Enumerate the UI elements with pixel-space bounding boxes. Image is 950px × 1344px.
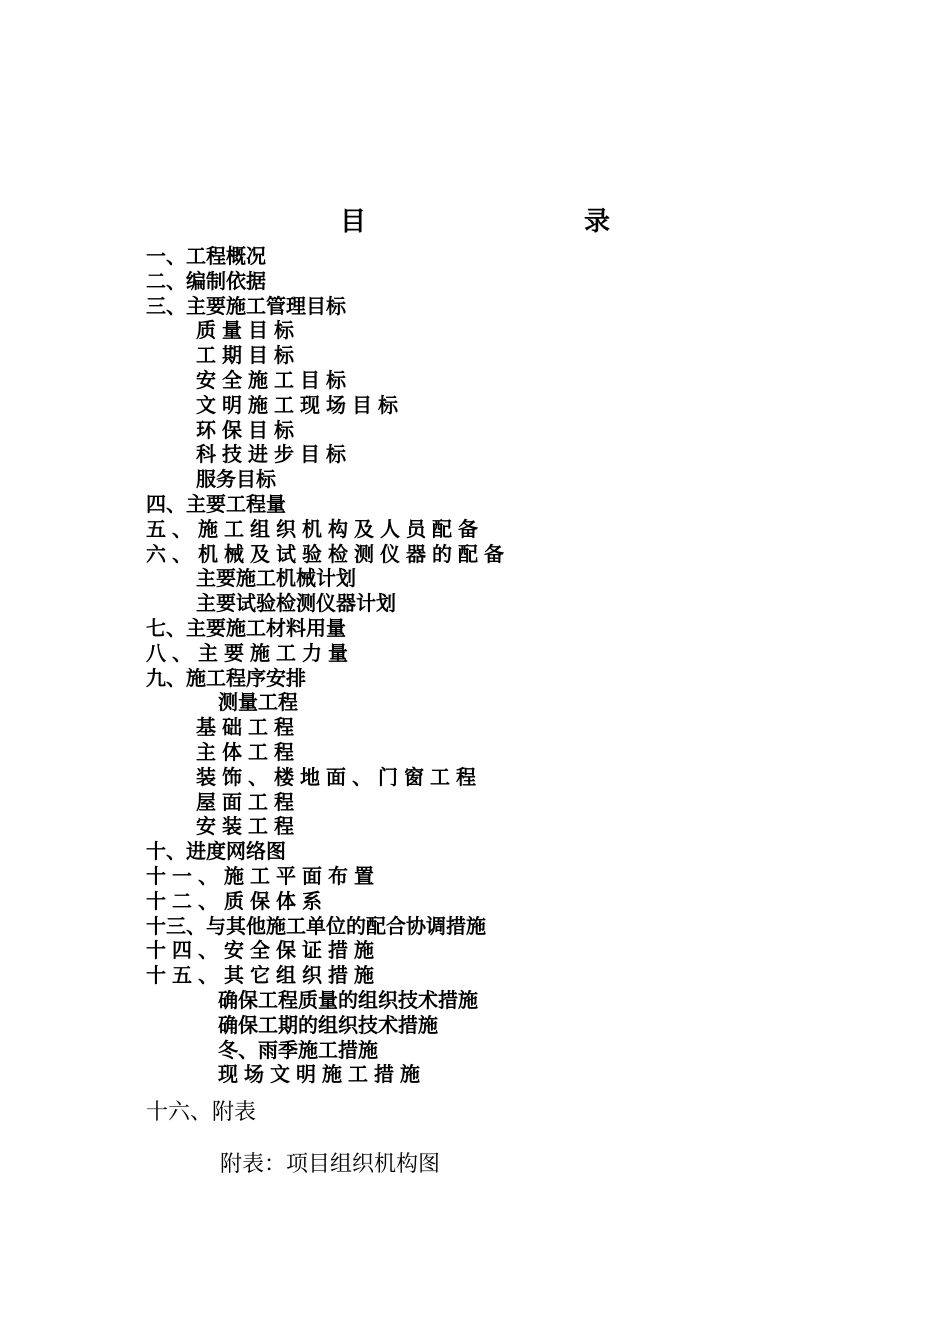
toc-entry	[196, 442, 804, 467]
toc-entry	[196, 740, 804, 765]
toc-entry	[146, 666, 804, 691]
toc-entry-label: 主要施工机械计划	[196, 566, 356, 591]
toc-entry	[196, 418, 804, 443]
toc-entry	[146, 839, 804, 864]
toc-dot-leader	[358, 566, 804, 591]
toc-entry-label: 主要试验检测仪器计划	[196, 591, 396, 616]
toc-entry-label: 确保工期的组织技术措施	[218, 1012, 438, 1037]
toc-dot-leader	[348, 616, 804, 641]
toc-entry-label: 一、工程概况	[146, 244, 266, 268]
toc-entry-label: 三、主要施工管理目标	[146, 293, 346, 318]
toc-dot-leader	[382, 938, 804, 963]
toc-entry	[146, 641, 804, 666]
toc-entry-label: 现场文明施工措施	[218, 1062, 426, 1087]
toc-dot-leader	[440, 1013, 804, 1038]
toc-entry	[196, 368, 804, 393]
toc-dot-leader	[398, 591, 804, 616]
toc-dot-leader	[268, 269, 804, 294]
toc-dot-leader	[512, 542, 804, 567]
toc-entry	[218, 1062, 804, 1087]
toc-entry-label: 四、主要工程量	[146, 492, 286, 516]
toc-entry-label: 文明施工现场目标	[196, 392, 404, 417]
toc-entry-label: 主体工程	[196, 740, 300, 764]
toc-entry-label: 十一、施工平面布置	[146, 864, 380, 888]
toc-entry	[196, 393, 804, 418]
toc-entry	[218, 690, 804, 715]
toc-entry	[146, 517, 804, 542]
title-char-right: 录	[584, 207, 611, 237]
toc-entry	[146, 864, 804, 889]
toc-entry-label: 十四、安全保证措施	[146, 938, 380, 963]
toc-entry	[196, 343, 804, 368]
toc-dot-leader	[300, 690, 804, 715]
toc-dot-leader	[302, 318, 804, 343]
toc-entry	[196, 318, 804, 343]
title-char-left: 目	[340, 207, 367, 237]
appendix-heading: 十六、附表	[146, 1100, 257, 1125]
toc-dot-leader	[382, 963, 804, 988]
toc-dot-leader	[288, 839, 804, 864]
toc-dot-leader	[308, 666, 804, 691]
toc-entry	[146, 914, 804, 939]
toc-dot-leader	[330, 889, 804, 914]
toc-entry	[218, 1013, 804, 1038]
toc-entry-label: 服务目标	[196, 467, 276, 492]
toc-dot-leader	[486, 517, 804, 542]
toc-dot-leader	[382, 864, 804, 889]
toc-dot-leader	[484, 765, 804, 790]
toc-entry-label: 基础工程	[196, 715, 300, 740]
toc-entry-label: 屋面工程	[196, 789, 300, 814]
toc-dot-leader	[302, 740, 804, 765]
toc-dot-leader	[302, 715, 804, 740]
toc-entry	[196, 591, 804, 616]
appendix-item: 附表：项目组织机构图	[220, 1152, 441, 1177]
toc-entry-label: 九、施工程序安排	[146, 665, 306, 690]
toc-dot-leader	[488, 914, 804, 939]
toc-entry	[218, 988, 804, 1013]
toc-entry-label: 七、主要施工材料用量	[146, 616, 346, 640]
toc-dot-leader	[302, 343, 804, 368]
toc-entry	[146, 616, 804, 641]
toc-entry-label: 冬、雨季施工措施	[218, 1037, 378, 1062]
toc-entry	[146, 889, 804, 914]
toc-entry-label: 科技进步目标	[196, 442, 352, 467]
toc-entry-label: 质量目标	[196, 318, 300, 343]
toc-dot-leader	[428, 1062, 804, 1087]
toc-dot-leader	[302, 814, 804, 839]
toc-dot-leader	[288, 492, 804, 517]
toc-dot-leader	[356, 641, 804, 666]
toc-entry	[196, 790, 804, 815]
toc-entry	[196, 566, 804, 591]
toc-entry	[146, 542, 804, 567]
toc-entry	[218, 1038, 804, 1063]
toc-entry-label: 十五、其它组织措施	[146, 963, 380, 988]
toc-entry-label: 安装工程	[196, 814, 300, 839]
toc-entry	[196, 814, 804, 839]
toc-entry	[146, 963, 804, 988]
toc-entry-label: 工期目标	[196, 343, 300, 368]
toc-entry	[146, 492, 804, 517]
toc-dot-leader	[302, 418, 804, 443]
toc-dot-leader	[348, 294, 804, 319]
toc-dot-leader	[354, 368, 804, 393]
toc-dot-leader	[268, 244, 804, 269]
toc-entry	[196, 765, 804, 790]
toc-dot-leader	[278, 467, 804, 492]
toc-entry-label: 五、施工组织机构及人员配备	[146, 516, 484, 541]
toc-entry-label: 十三、与其他施工单位的配合协调措施	[146, 913, 486, 938]
toc-dot-leader	[406, 393, 804, 418]
toc-entry	[196, 715, 804, 740]
toc-dot-leader	[354, 442, 804, 467]
toc-entry	[146, 269, 804, 294]
toc-entry-label: 装饰、楼地面、门窗工程	[196, 764, 482, 789]
toc-entry-label: 环保目标	[196, 417, 300, 442]
toc-entry-label: 安全施工目标	[196, 368, 352, 392]
toc-dot-leader	[480, 988, 804, 1013]
document-title	[0, 202, 950, 242]
toc-dot-leader	[380, 1038, 804, 1063]
toc-entry-label: 八、主要施工力量	[146, 640, 354, 665]
toc-dot-leader	[302, 790, 804, 815]
toc-entry-label: 测量工程	[218, 690, 298, 715]
toc-entry-label: 二、编制依据	[146, 268, 266, 293]
toc-entry	[146, 938, 804, 963]
toc-entry-label: 十、进度网络图	[146, 839, 286, 864]
toc-entry	[196, 467, 804, 492]
toc-entry-label: 确保工程质量的组织技术措施	[218, 988, 478, 1012]
toc-entry-label: 六、机械及试验检测仪器的配备	[146, 541, 510, 566]
toc-entry	[146, 244, 804, 269]
toc-entry-label: 十二、质保体系	[146, 888, 328, 913]
toc-entry	[146, 294, 804, 319]
